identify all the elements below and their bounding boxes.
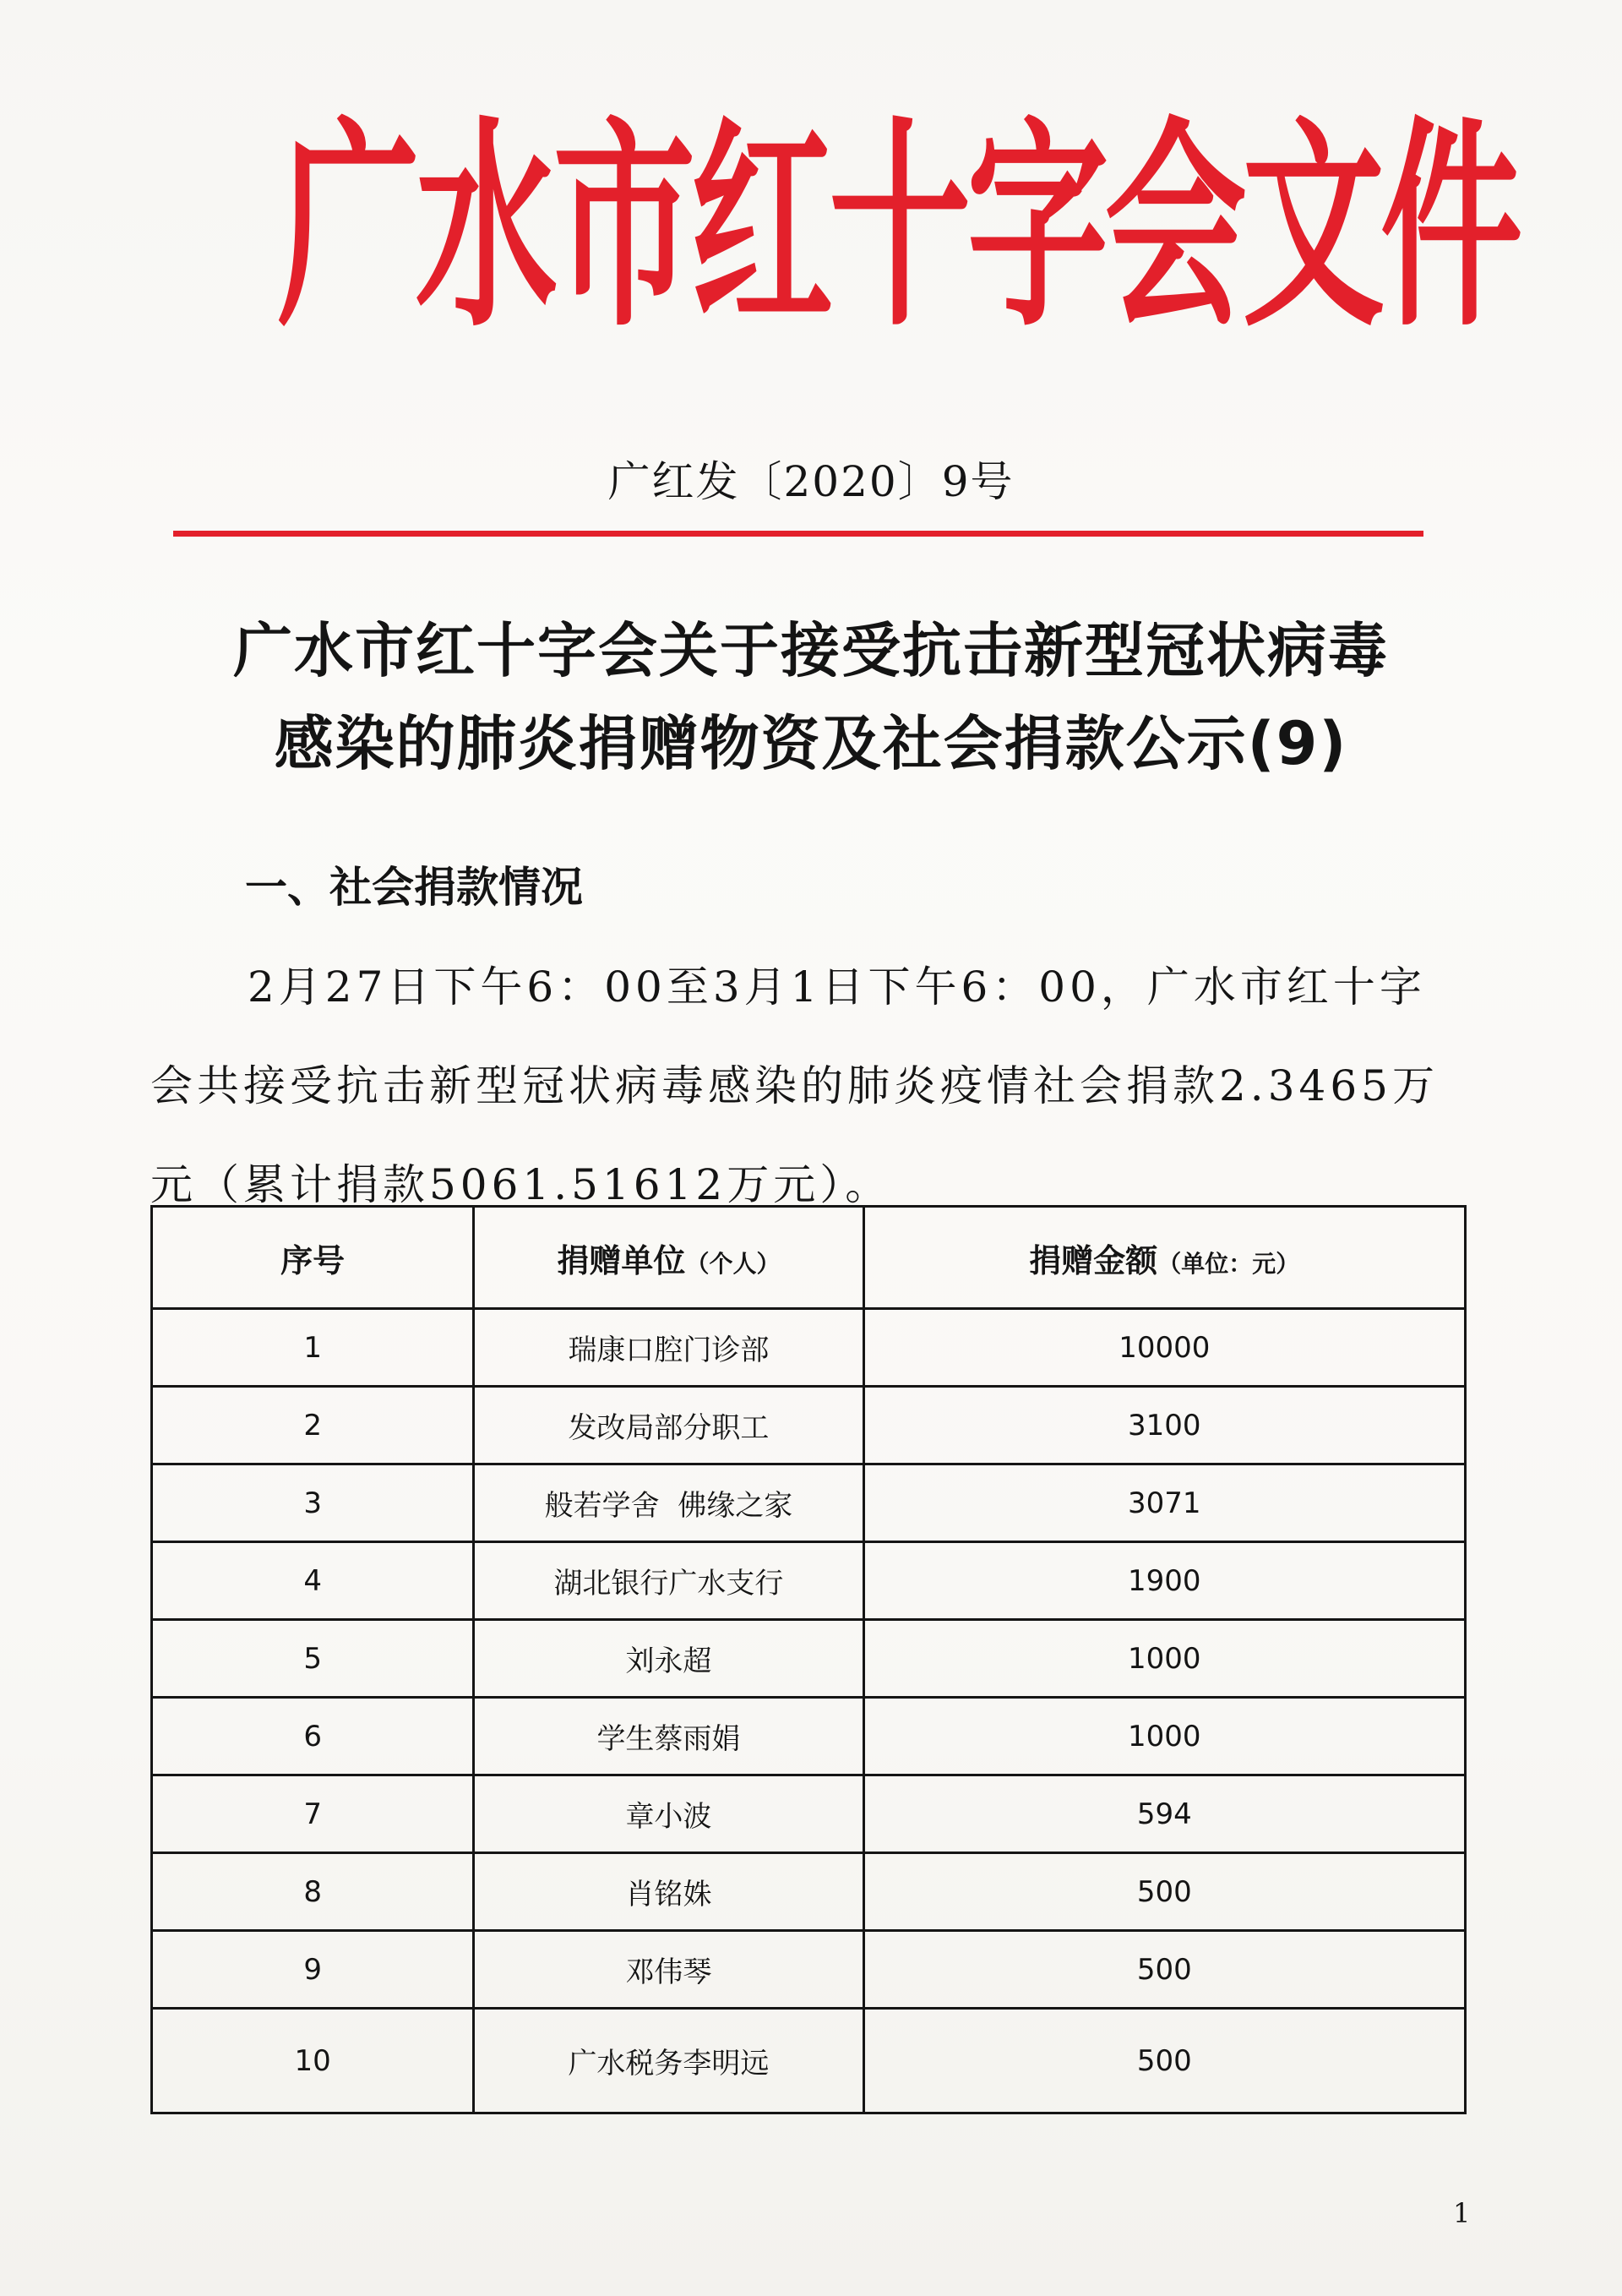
page-title <box>152 604 1470 790</box>
cell-number: 10 <box>152 2009 474 2113</box>
column-header-donor-label: 捐赠单位 <box>557 1241 686 1279</box>
cell-amount: 594 <box>863 1775 1465 1853</box>
table-row <box>152 1775 1466 1853</box>
header-divider <box>173 531 1423 537</box>
table-row <box>152 1309 1466 1387</box>
cell-number: 6 <box>152 1698 474 1775</box>
cell-amount: 1000 <box>863 1698 1465 1775</box>
cell-amount: 1000 <box>863 1620 1465 1698</box>
column-header-amount-unit: （单位：元） <box>1157 1249 1300 1278</box>
cell-number: 4 <box>152 1542 474 1620</box>
table-row <box>152 1853 1466 1931</box>
column-header-number: 序号 <box>152 1207 474 1309</box>
table-row <box>152 1931 1466 2009</box>
table-row <box>152 1542 1466 1620</box>
table-row <box>152 1620 1466 1698</box>
column-header-amount-label: 捐赠金额 <box>1029 1241 1158 1279</box>
cell-amount: 1900 <box>863 1542 1465 1620</box>
cell-donor: 瑞康口腔门诊部 <box>474 1309 863 1387</box>
cell-amount: 500 <box>863 1931 1465 2009</box>
section-heading: 一、社会捐款情况 <box>245 863 583 912</box>
donation-table <box>150 1205 1467 2114</box>
cell-number: 1 <box>152 1309 474 1387</box>
cell-donor: 肖铭姝 <box>474 1853 863 1931</box>
cell-number: 7 <box>152 1775 474 1853</box>
table-row <box>152 1698 1466 1775</box>
document-header-title: 广水市红十字会文件 <box>277 99 1519 357</box>
cell-number: 2 <box>152 1387 474 1464</box>
cell-donor: 章小波 <box>474 1775 863 1853</box>
cell-donor: 发改局部分职工 <box>474 1387 863 1464</box>
cell-amount: 500 <box>863 2009 1465 2113</box>
document-number: 广红发〔2020〕9号 <box>607 457 1015 506</box>
column-header-donor <box>474 1207 863 1309</box>
cell-amount: 10000 <box>863 1309 1465 1387</box>
cell-number: 3 <box>152 1464 474 1542</box>
cell-donor: 刘永超 <box>474 1620 863 1698</box>
cell-donor: 邓伟琴 <box>474 1931 863 2009</box>
cell-amount: 3071 <box>863 1464 1465 1542</box>
column-header-amount <box>863 1207 1465 1309</box>
table-row <box>152 1387 1466 1464</box>
cell-amount: 500 <box>863 1853 1465 1931</box>
cell-number: 8 <box>152 1853 474 1931</box>
cell-donor: 广水税务李明远 <box>474 2009 863 2113</box>
page-number: 1 <box>1453 2197 1471 2229</box>
cell-donor: 般若学舍 佛缘之家 <box>474 1464 863 1542</box>
cell-number: 5 <box>152 1620 474 1698</box>
cell-number: 9 <box>152 1931 474 2009</box>
cell-donor: 湖北银行广水支行 <box>474 1542 863 1620</box>
cell-donor: 学生蔡雨娟 <box>474 1698 863 1775</box>
page-title-line-2: 感染的肺炎捐赠物资及社会捐款公示(9) <box>274 709 1348 778</box>
section-paragraph: 2月27日下午6：00至3月1日下午6：00，广水市红十字会共接受抗击新型冠状病毒感染的肺炎疫情社会捐款2.3465万元（累计捐款5061.51612万元）。 <box>150 963 1439 1209</box>
cell-amount: 3100 <box>863 1387 1465 1464</box>
table-row <box>152 1464 1466 1542</box>
table-row <box>152 2009 1466 2113</box>
column-header-donor-unit: （个人） <box>685 1249 781 1278</box>
table-header-row <box>152 1207 1466 1309</box>
page-title-line-1: 广水市红十字会关于接受抗击新型冠状病毒 <box>233 616 1389 685</box>
